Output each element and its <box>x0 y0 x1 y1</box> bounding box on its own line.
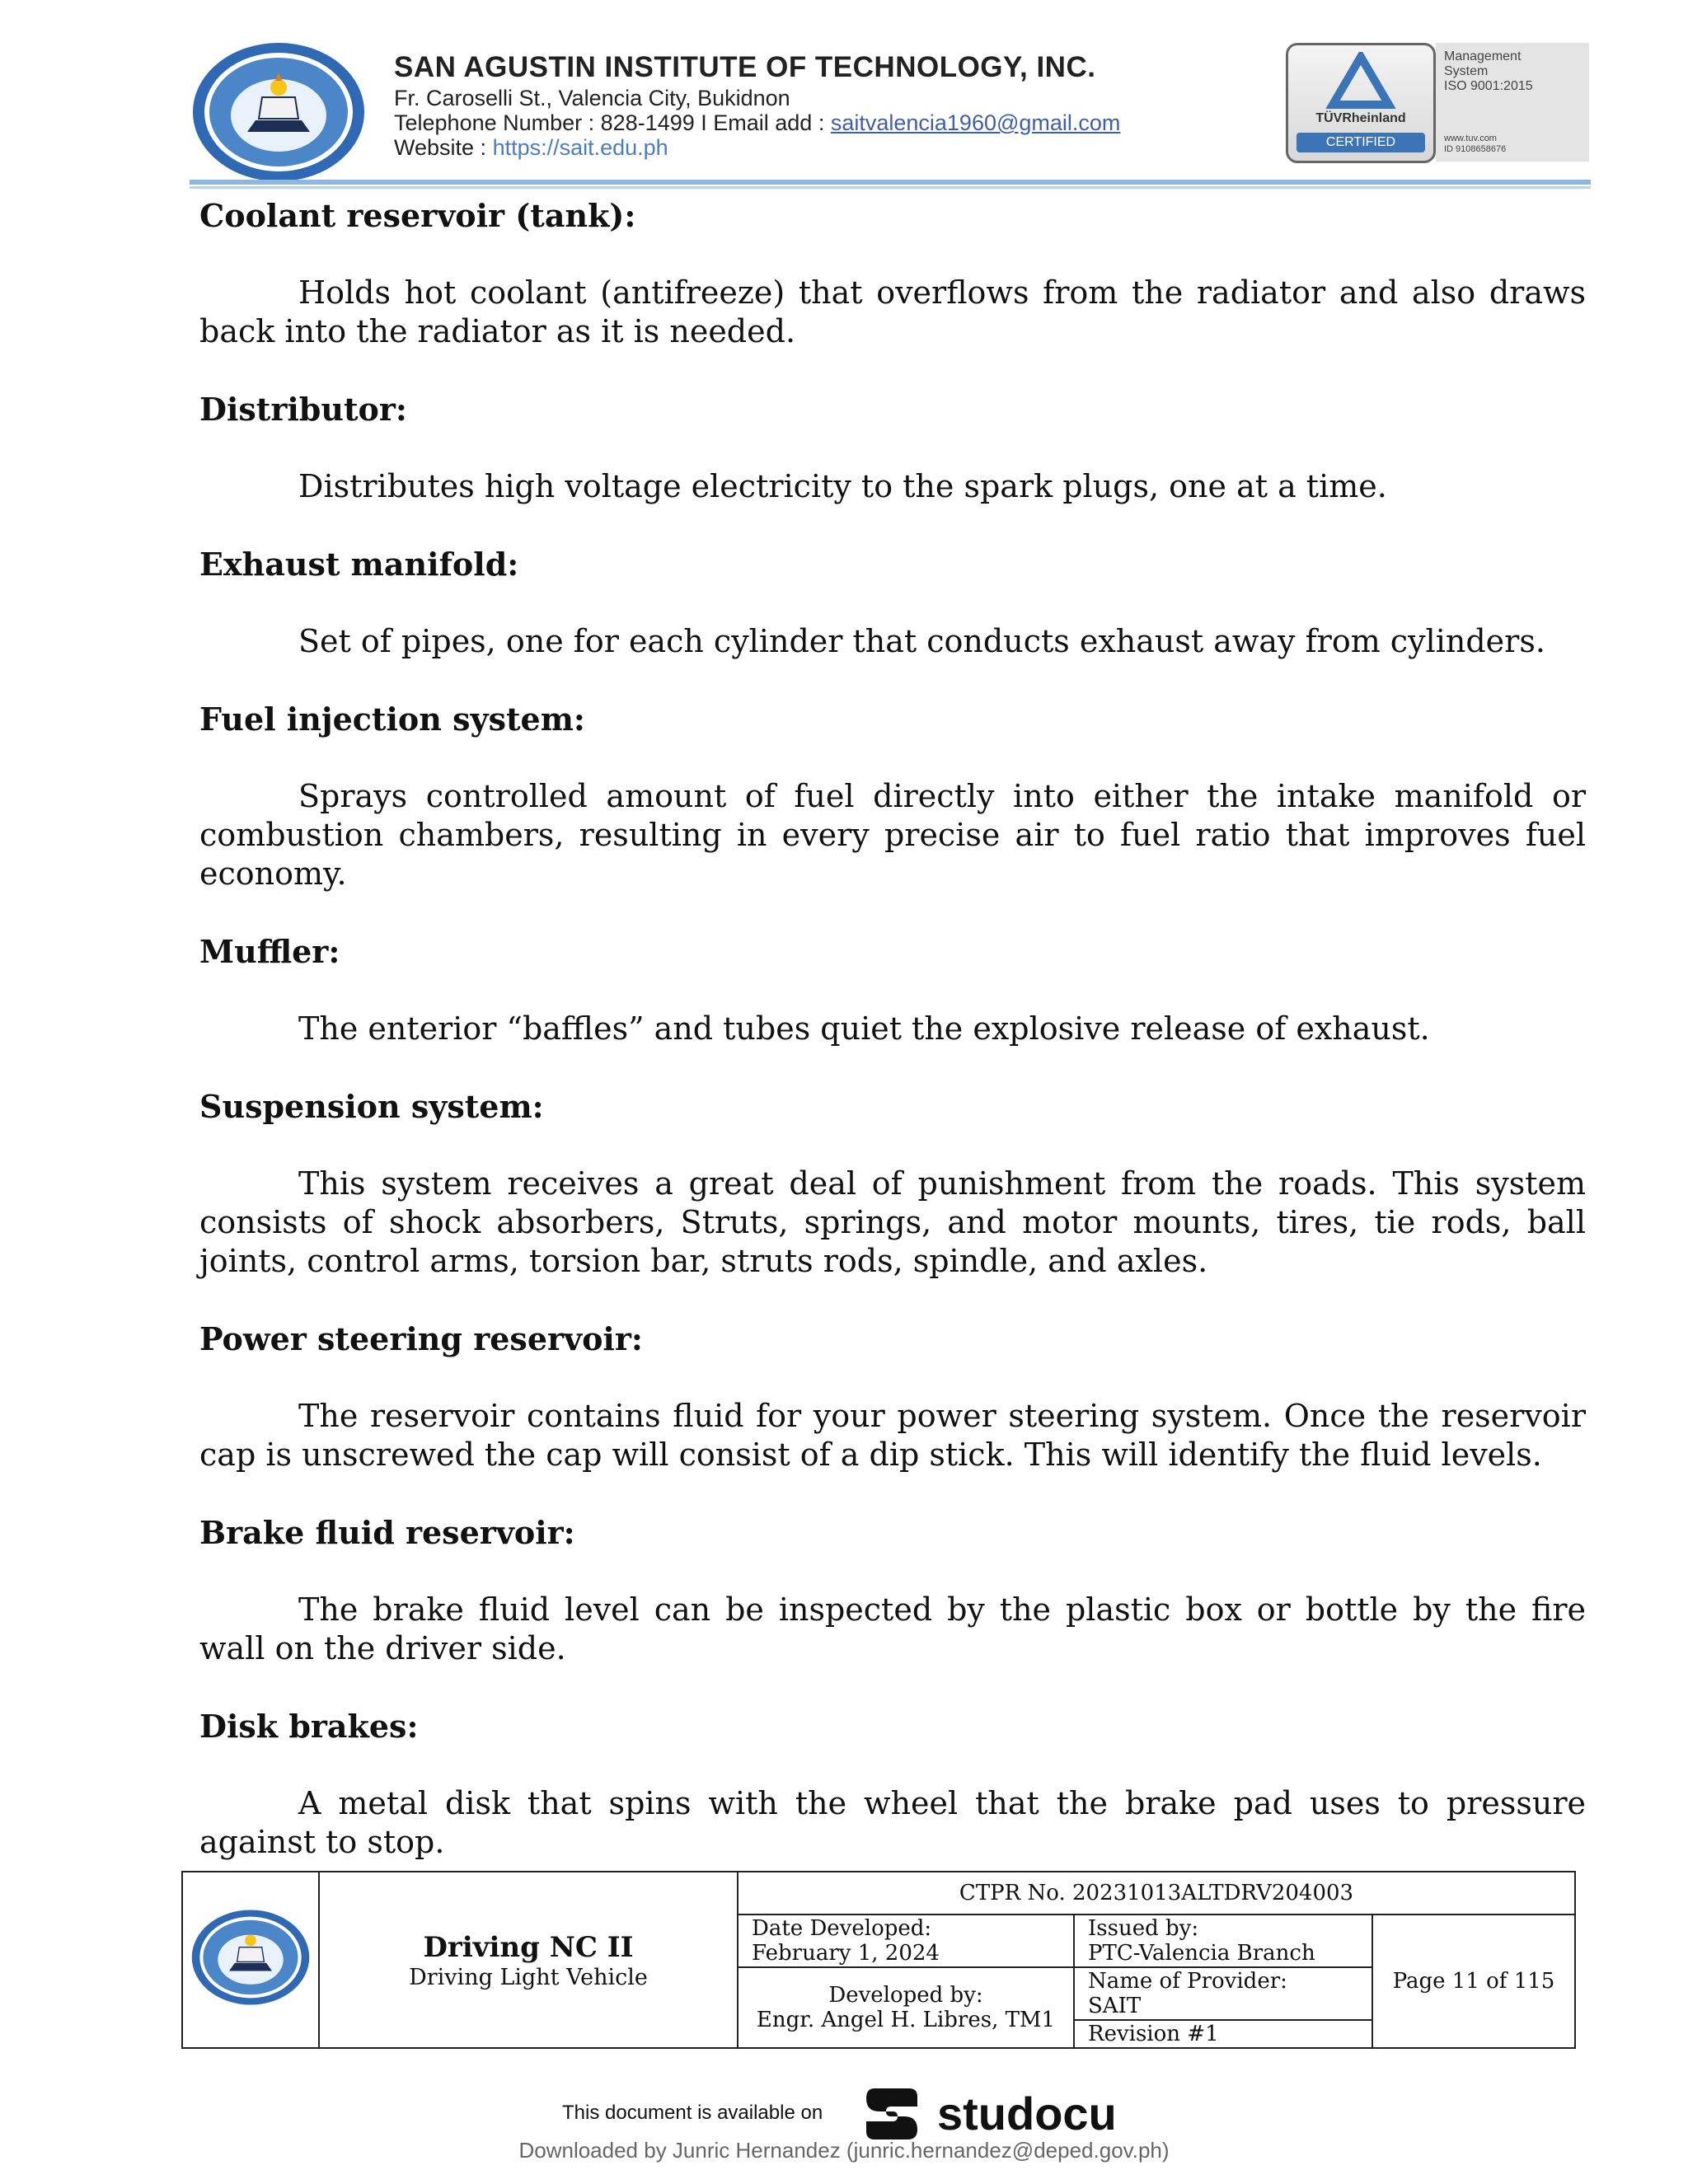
ctpr-number: CTPR No. 20231013ALTDRV204003 <box>738 1872 1575 1915</box>
section-muffler <box>199 932 1586 1048</box>
institution-seal-logo <box>190 40 368 185</box>
date-developed-cell <box>738 1915 1074 1967</box>
cert-id-text <box>1444 134 1506 155</box>
section-heading: Exhaust manifold: <box>199 546 519 583</box>
issued-by-cell <box>1074 1915 1372 1967</box>
certified-label: CERTIFIED <box>1296 133 1425 152</box>
developed-by-value: Engr. Angel H. Libres, TM1 <box>756 2008 1056 2032</box>
qualification-subtitle: Driving Light Vehicle <box>409 1965 648 1990</box>
tuv-triangle-icon <box>1288 52 1433 118</box>
qualification-title: Driving NC II <box>423 1931 634 1964</box>
header-divider-secondary <box>190 186 1591 189</box>
website-line <box>394 135 1120 160</box>
issued-by-value: PTC-Valencia Branch <box>1088 1941 1315 1966</box>
document-body <box>199 196 1586 1862</box>
cert-id: ID 9108658676 <box>1444 144 1507 154</box>
management-system-panel <box>1436 43 1589 162</box>
contact-line <box>394 110 1120 135</box>
section-heading: Distributor: <box>199 391 407 428</box>
footer-table <box>181 1871 1576 2049</box>
ms-line-3: ISO 9001:2015 <box>1444 79 1533 93</box>
provider-cell <box>1074 1967 1372 2020</box>
website-link[interactable]: https://sait.edu.ph <box>492 135 668 160</box>
section-power-steering <box>199 1319 1586 1474</box>
section-text: Set of pipes, one for each cylinder that conducts exhaust away from cylinders. <box>298 623 1545 659</box>
phone-label: Telephone Number : 828-1499 I Email add : <box>394 110 831 135</box>
ms-line-2: System <box>1444 64 1489 78</box>
section-disk-brakes <box>199 1707 1586 1862</box>
studocu-wordmark: studocu <box>937 2088 1117 2139</box>
tuv-brand: TÜVRheinland <box>1315 111 1406 125</box>
section-heading: Power steering reservoir: <box>199 1320 643 1357</box>
section-text: Sprays controlled amount of fuel directly into either the intake manifold or combustion chambers, resulting in every precise air to fuel ratio that improves fuel economy. <box>199 778 1586 892</box>
section-heading: Suspension system: <box>199 1088 544 1125</box>
provider-value: SAIT <box>1088 1994 1142 2018</box>
institution-seal-logo <box>190 1900 312 2015</box>
availability-text: This document is available on <box>562 2102 823 2124</box>
section-brake-fluid <box>199 1513 1586 1668</box>
section-text: This system receives a great deal of punishment from the roads. This system consists of shock absorbers, Struts, springs, and motor mounts, tires, tie rods, ball joints, control arms, torsion bar, struts rods, spindle, and axles. <box>199 1165 1586 1279</box>
section-heading: Coolant reservoir (tank): <box>199 197 636 234</box>
section-text: Holds hot coolant (antifreeze) that overflows from the radiator and also draws back into the radiator as it is needed. <box>199 274 1586 349</box>
section-text: The enterior “baffles” and tubes quiet the explosive release of exhaust. <box>298 1010 1430 1047</box>
section-heading: Muffler: <box>199 933 340 970</box>
footer-logo-cell <box>182 1872 319 2048</box>
section-heading: Brake fluid reservoir: <box>199 1514 575 1551</box>
developed-by-label: Developed by: <box>828 1983 983 2008</box>
website-label: Website : <box>394 135 493 160</box>
date-developed-label: Date Developed: <box>752 1916 932 1941</box>
studocu-banner[interactable] <box>562 2085 1139 2143</box>
section-text: The brake fluid level can be inspected by the plastic box or bottle by the fire wall on the driver side. <box>199 1591 1586 1666</box>
cert-url: www.tuv.com <box>1444 134 1497 143</box>
header-divider <box>190 180 1591 185</box>
qualification-cell <box>319 1872 738 2048</box>
issued-by-label: Issued by: <box>1088 1916 1199 1941</box>
section-text: Distributes high voltage electricity to the spark plugs, one at a time. <box>298 468 1387 504</box>
section-fuel-injection <box>199 700 1586 893</box>
document-footer <box>181 1871 1574 2047</box>
institution-address: Fr. Caroselli St., Valencia City, Bukidnon <box>394 86 790 110</box>
letterhead <box>190 40 1591 188</box>
email-link[interactable]: saitvalencia1960@gmail.com <box>830 110 1121 135</box>
section-text: The reservoir contains fluid for your power steering system. Once the reservoir cap is unscrewed the cap will consist of a dip stick. This will identify the fluid levels. <box>199 1398 1586 1473</box>
section-coolant-reservoir <box>199 196 1586 351</box>
developed-by-cell <box>738 1967 1074 2048</box>
management-system-text <box>1444 49 1533 94</box>
section-heading: Disk brakes: <box>199 1708 419 1745</box>
section-text: A metal disk that spins with the wheel that the brake pad uses to pressure against to stop. <box>199 1785 1586 1860</box>
date-developed-value: February 1, 2024 <box>752 1941 940 1966</box>
page-number: Page 11 of 115 <box>1372 1915 1575 2048</box>
institution-name: SAN AGUSTIN INSTITUTE OF TECHNOLOGY, INC. <box>394 51 1096 83</box>
section-suspension <box>199 1087 1586 1281</box>
downloaded-by-notice: Downloaded by Junric Hernandez (junric.hernandez@deped.gov.ph) <box>518 2138 1170 2163</box>
section-distributor <box>199 390 1586 506</box>
institution-info <box>394 49 1120 160</box>
tuv-badge <box>1286 43 1436 163</box>
certification-badge <box>1286 43 1591 162</box>
section-exhaust-manifold <box>199 545 1586 661</box>
provider-label: Name of Provider: <box>1088 1969 1287 1994</box>
section-heading: Fuel injection system: <box>199 701 585 738</box>
revision-number: Revision #1 <box>1074 2020 1372 2048</box>
studocu-logo-icon <box>863 2085 921 2143</box>
ms-line-1: Management <box>1444 49 1522 63</box>
